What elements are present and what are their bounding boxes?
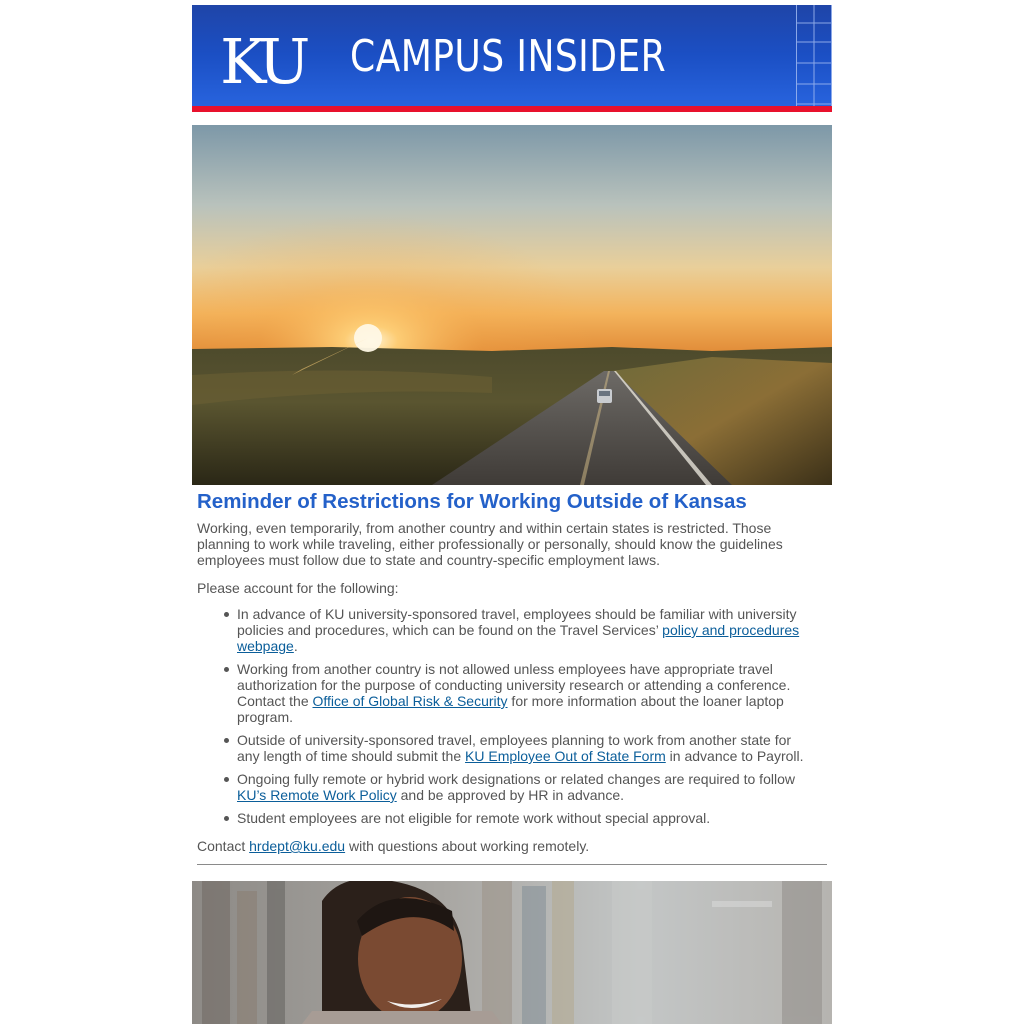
list-item: Working from another country is not allowed unless employees have appropriate travel authorization for the purpose of conducting university research or attending a conference. Contact the Office of Global Risk & Security for more information about the loaner laptop program. — [237, 661, 817, 725]
sunset-road-photo[interactable] — [192, 125, 832, 485]
svg-text:KU: KU — [220, 27, 305, 93]
global-risk-office-link[interactable]: Office of Global Risk & Security — [312, 693, 508, 709]
article-headline: Reminder of Restrictions for Working Outside of Kansas — [197, 490, 747, 513]
smiling-student-photo[interactable] — [192, 881, 832, 1024]
article-lead-in: Please account for the following: — [197, 580, 399, 596]
list-item: Student employees are not eligible for remote work without special approval. — [237, 810, 817, 826]
list-item: In advance of KU university-sponsored travel, employees should be familiar with university policies and procedures, which can be found on the Travel Services’ policy and procedures webpage. — [237, 606, 817, 654]
contact-line: Contact hrdept@ku.edu with questions about working remotely. — [197, 838, 590, 854]
grid-decoration — [796, 5, 832, 106]
guidelines-list — [197, 606, 817, 826]
article-intro: Working, even temporarily, from another country and within certain states is restricted. Those planning to work while traveling, either professionally or personally, should know the guidelines employees must follow due to state and country-specific employment laws. — [197, 520, 783, 568]
out-of-state-form-link[interactable]: KU Employee Out of State Form — [465, 748, 666, 764]
hr-email-link[interactable]: hrdept@ku.edu — [249, 838, 346, 854]
list-item: Ongoing fully remote or hybrid work designations or related changes are required to follow KU’s Remote Work Policy and be approved by HR in advance. — [237, 771, 817, 803]
ku-logo[interactable] — [220, 27, 315, 93]
banner-white-stripe — [192, 112, 832, 115]
section-divider — [197, 864, 827, 865]
article-remote-work — [197, 489, 827, 854]
list-item: Outside of university-sponsored travel, employees planning to work from another state for any length of time should submit the KU Employee Out of State Form in advance to Payroll. — [237, 732, 817, 764]
travel-policy-link[interactable]: policy and procedures webpage — [237, 622, 800, 654]
remote-work-policy-link[interactable]: KU’s Remote Work Policy — [237, 787, 397, 803]
newsletter-banner — [192, 5, 832, 115]
banner-title: CAMPUS INSIDER — [350, 31, 667, 82]
